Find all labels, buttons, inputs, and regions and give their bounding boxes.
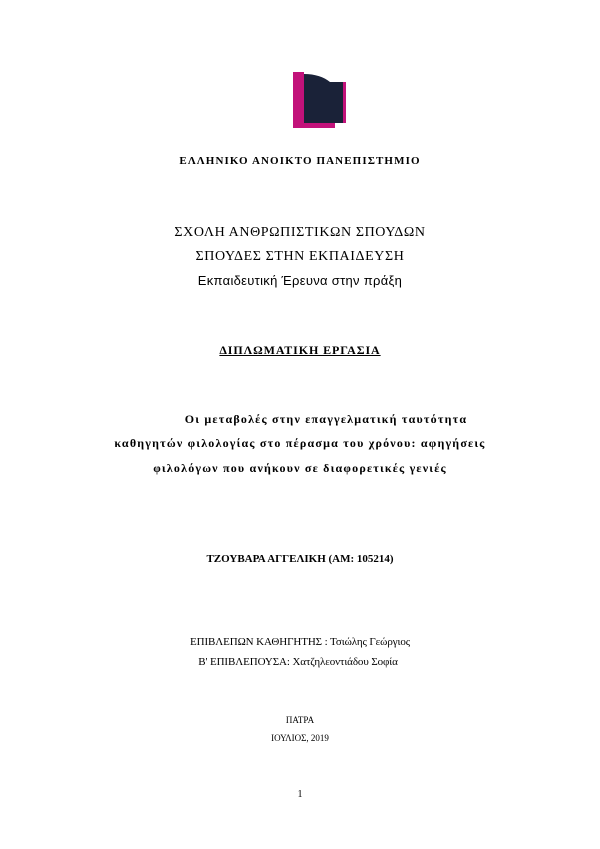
thesis-title-line: φιλολόγων που ανήκουν σε διαφορετικές γενιές bbox=[153, 461, 447, 475]
city: ΠΑΤΡΑ bbox=[285, 715, 315, 725]
thesis-title-line: Οι μεταβολές στην επαγγελματική ταυτότητα bbox=[184, 412, 468, 426]
date: ΙΟΥΛΙΟΣ, 2019 bbox=[271, 733, 329, 743]
university-logo-icon bbox=[293, 72, 347, 128]
program-name: ΣΠΟΥΔΕΣ ΣΤΗΝ ΕΚΠΑΙΔΕΥΣΗ bbox=[195, 249, 405, 264]
supervisor-line: ΕΠΙΒΛΕΠΩΝ ΚΑΘΗΓΗΤΗΣ : Τσιώλης Γεώργιος bbox=[190, 636, 410, 648]
thesis-title-line: καθηγητών φιλολογίας στο πέρασμα του χρόνου: αφηγήσεις bbox=[114, 436, 486, 450]
university-name: ΕΛΛΗΝΙΚΟ ΑΝΟΙΚΤΟ ΠΑΝΕΠΙΣΤΗΜΙΟ bbox=[179, 155, 421, 167]
thesis-type-heading: ΔΙΠΛΩΜΑΤΙΚΗ ΕΡΓΑΣΙΑ bbox=[219, 343, 381, 357]
co-supervisor-line: Β' ΕΠΙΒΛΕΠΟΥΣΑ: Χατζηλεοντιάδου Σοφία bbox=[198, 656, 398, 668]
school-name: ΣΧΟΛΗ ΑΝΘΡΩΠΙΣΤΙΚΩΝ ΣΠΟΥΔΩΝ bbox=[174, 225, 426, 240]
author-name: ΤΖΟΥΒΑΡΑ ΑΓΓΕΛΙΚΗ (ΑΜ: 105214) bbox=[206, 553, 394, 565]
page-number: 1 bbox=[297, 789, 303, 800]
specialization-name: Εκπαιδευτική Έρευνα στην πράξη bbox=[197, 273, 403, 288]
